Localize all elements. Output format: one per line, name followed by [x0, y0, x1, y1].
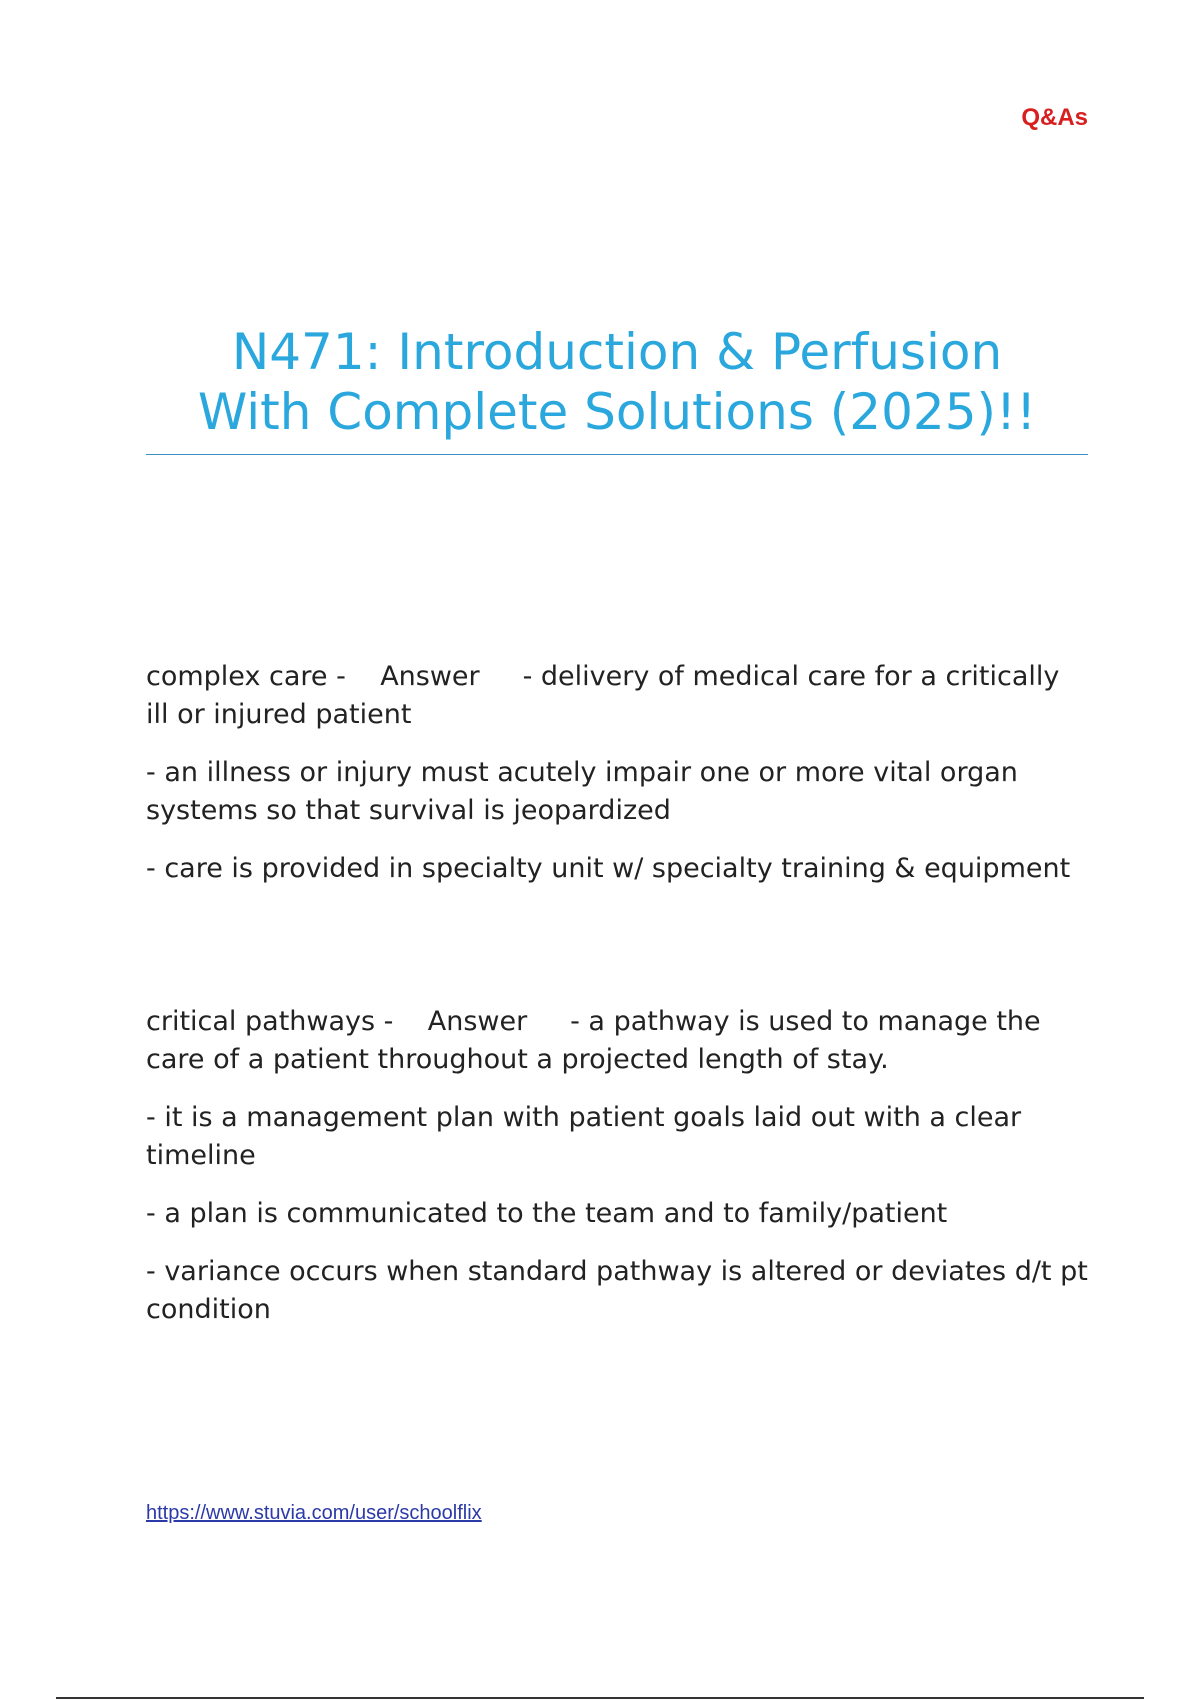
answer-label: Answer [380, 661, 480, 692]
qa-term: complex care - [146, 661, 346, 692]
answer-text: - delivery of medical care for a critically ill or injured patient [146, 661, 1060, 730]
answer-text: - a pathway is used to manage the care of a patient throughout a projected length of stay. [146, 1006, 1041, 1075]
footer-divider [56, 1697, 1144, 1699]
answer-label: Answer [427, 1006, 528, 1037]
qa-question [146, 658, 1088, 734]
answer-point: - variance occurs when standard pathway is altered or deviates d/t pt condition [146, 1256, 1088, 1325]
answer-point: - an illness or injury must acutely impair one or more vital organ systems so that survival is jeopardized [146, 757, 1018, 826]
qa-question [146, 1003, 1088, 1079]
answer-point: - it is a management plan with patient goals laid out with a clear timeline [146, 1102, 1022, 1171]
qa-item-complex-care [146, 658, 1088, 908]
qa-tag: Q&As [1021, 104, 1088, 131]
document-title [146, 322, 1088, 455]
source-link[interactable]: https://www.stuvia.com/user/schoolflix [146, 1502, 482, 1524]
answer-point: - a plan is communicated to the team and to family/patient [146, 1198, 948, 1229]
title-line-2: With Complete Solutions (2025)!! [197, 383, 1037, 441]
qa-term: critical pathways - [146, 1006, 394, 1037]
answer-point: - care is provided in specialty unit w/ specialty training & equipment [146, 853, 1071, 884]
title-line-1: N471: Introduction & Perfusion [231, 323, 1003, 381]
qa-item-critical-pathways [146, 1003, 1088, 1349]
